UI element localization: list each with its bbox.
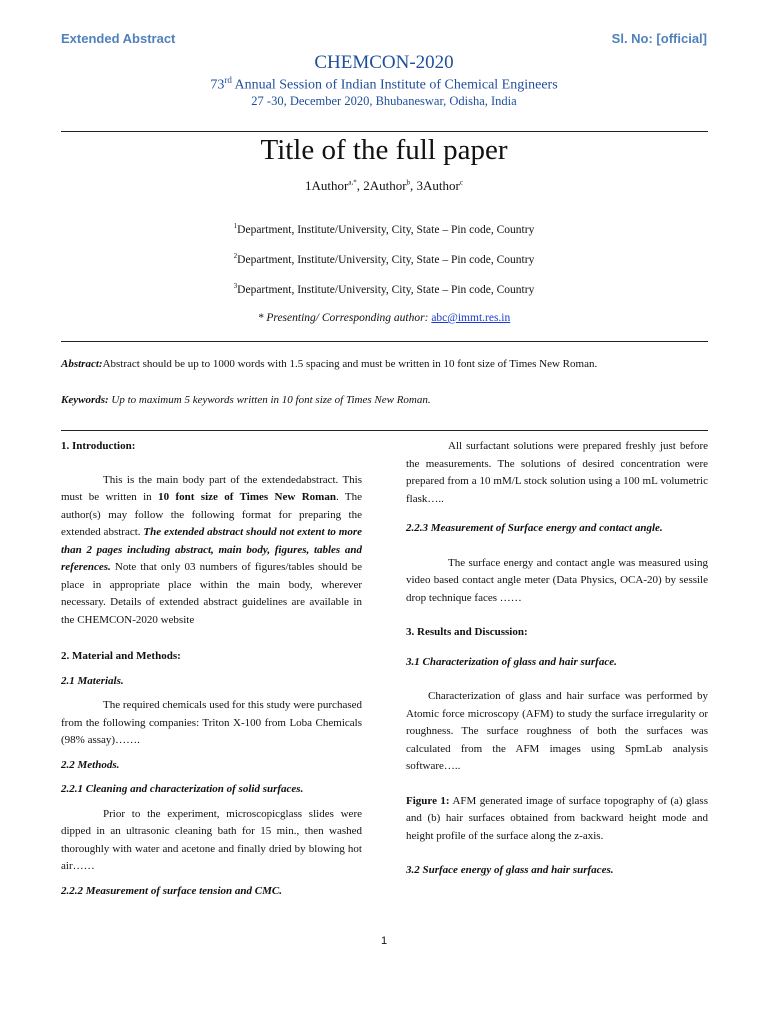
keywords-text: Up to maximum 5 keywords written in 10 font size of Times New Roman. xyxy=(111,394,431,406)
cleaning-paragraph: Prior to the experiment, microscopicglass slides were dipped in an ultrasonic cleaning bath for 15 min., then washed thoroughly with water and acetone and finally dried by blowing hot air…… xyxy=(61,807,362,872)
materials-paragraph: The required chemicals used for this study were purchased from the following companies: Triton X-100 from Loba Chemicals (98% assay)……. xyxy=(61,699,362,746)
keywords-label: Keywords: xyxy=(61,394,109,406)
author-name: 1Author xyxy=(305,178,349,193)
subsection-heading: 2.2.3 Measurement of Surface energy and contact angle. xyxy=(406,522,663,534)
abstract-bottom-rule xyxy=(61,430,708,431)
surfactant-paragraph: All surfactant solutions were prepared freshly just before the measurements. The solutions of desired concentration were prepared from a 10 mM/L stock solution using a 100 mL volumetric flask….. xyxy=(406,440,708,505)
author-list: 1Author$^{a,*}$, 2Author$^b$, 3Author$^c$ xyxy=(305,178,463,193)
author-name: 2Author xyxy=(363,178,407,193)
figure-caption: Figure 1: AFM generated image of surface topography of (a) glass and (b) hair surfaces obtained from backward height mode and height profile of the surface along the z-axis. xyxy=(406,794,708,842)
email-link[interactable]: abc@immt.res.in xyxy=(431,312,511,324)
affiliation-2: $^2$Department, Institute/University, City, State – Pin code, Country xyxy=(233,252,535,266)
subsection-heading: 2.2.2 Measurement of surface tension and CMC. xyxy=(61,884,282,897)
intro-paragraph: This is the main body part of the extendedabstract. This must be written in 10 font size of Times New Roman. The author(s) may follow the following format for preparing the extended abstract. The extended abstract should not extent to more than 2 pages including abstract, main body, figures, tables and references. Note that only 03 numbers of figures/tables should be place in appropriate place within the main body, wherever necessary. Details of extended abstract guidelines are available in the CHEMCON-2020 website xyxy=(61,473,362,626)
conference-dates-place: 27 -30, December 2020, Bhubaneswar, Odisha, India xyxy=(251,94,517,108)
running-header-right: Sl. No: [official] xyxy=(611,31,707,46)
affiliation-1: $^1$Department, Institute/University, City, State – Pin code, Country xyxy=(233,222,535,236)
subsection-heading: 2.2 Methods. xyxy=(61,758,120,771)
section-heading: 1. Introduction: xyxy=(61,440,136,452)
right-column xyxy=(406,438,708,880)
abstract xyxy=(61,358,708,370)
top-rule xyxy=(61,131,708,132)
subsection-heading: 3.1 Characterization of glass and hair surface. xyxy=(406,655,617,668)
abstract-text: Abstract should be up to 1000 words with 1.5 spacing and must be written in 10 font size of Times New Roman. xyxy=(102,358,598,370)
section-heading: 3. Results and Discussion: xyxy=(406,626,528,638)
keywords xyxy=(61,394,708,406)
running-header-left: Extended Abstract xyxy=(61,31,176,46)
corresponding-author: * Presenting/ Corresponding author: abc@immt.res.in xyxy=(257,312,511,324)
conference-session: 73rd Annual Session of Indian Institute of Chemical Engineers xyxy=(210,75,558,93)
section-heading: 2. Material and Methods: xyxy=(61,650,181,662)
abstract-label: Abstract: xyxy=(61,358,103,370)
author-name: 3Author xyxy=(416,178,460,193)
energy-paragraph: The surface energy and contact angle was measured using video based contact angle meter (Data Physics, OCA-20) by sessile drop technique faces …… xyxy=(406,556,708,604)
subsection-heading: 2.2.1 Cleaning and characterization of solid surfaces. xyxy=(61,783,304,795)
subsection-heading: 3.2 Surface energy of glass and hair surfaces. xyxy=(406,864,614,876)
subsection-heading: 2.1 Materials. xyxy=(61,674,124,687)
figure-label: Figure 1: xyxy=(406,794,450,807)
paper-title: Title of the full paper xyxy=(260,134,508,166)
conference-name: CHEMCON-2020 xyxy=(314,52,454,73)
left-column xyxy=(61,438,362,900)
affiliation-3: $^3$Department, Institute/University, City, State – Pin code, Country xyxy=(233,282,535,296)
page-number: 1 xyxy=(380,935,388,947)
characterization-paragraph: Characterization of glass and hair surface was performed by Atomic force microscopy (AFM) to study the surface irregularity or roughness. The surface roughness of both the surfaces was calculated from the AFM images using SpmLab analysis software….. xyxy=(406,690,708,772)
abstract-top-rule xyxy=(61,341,708,342)
